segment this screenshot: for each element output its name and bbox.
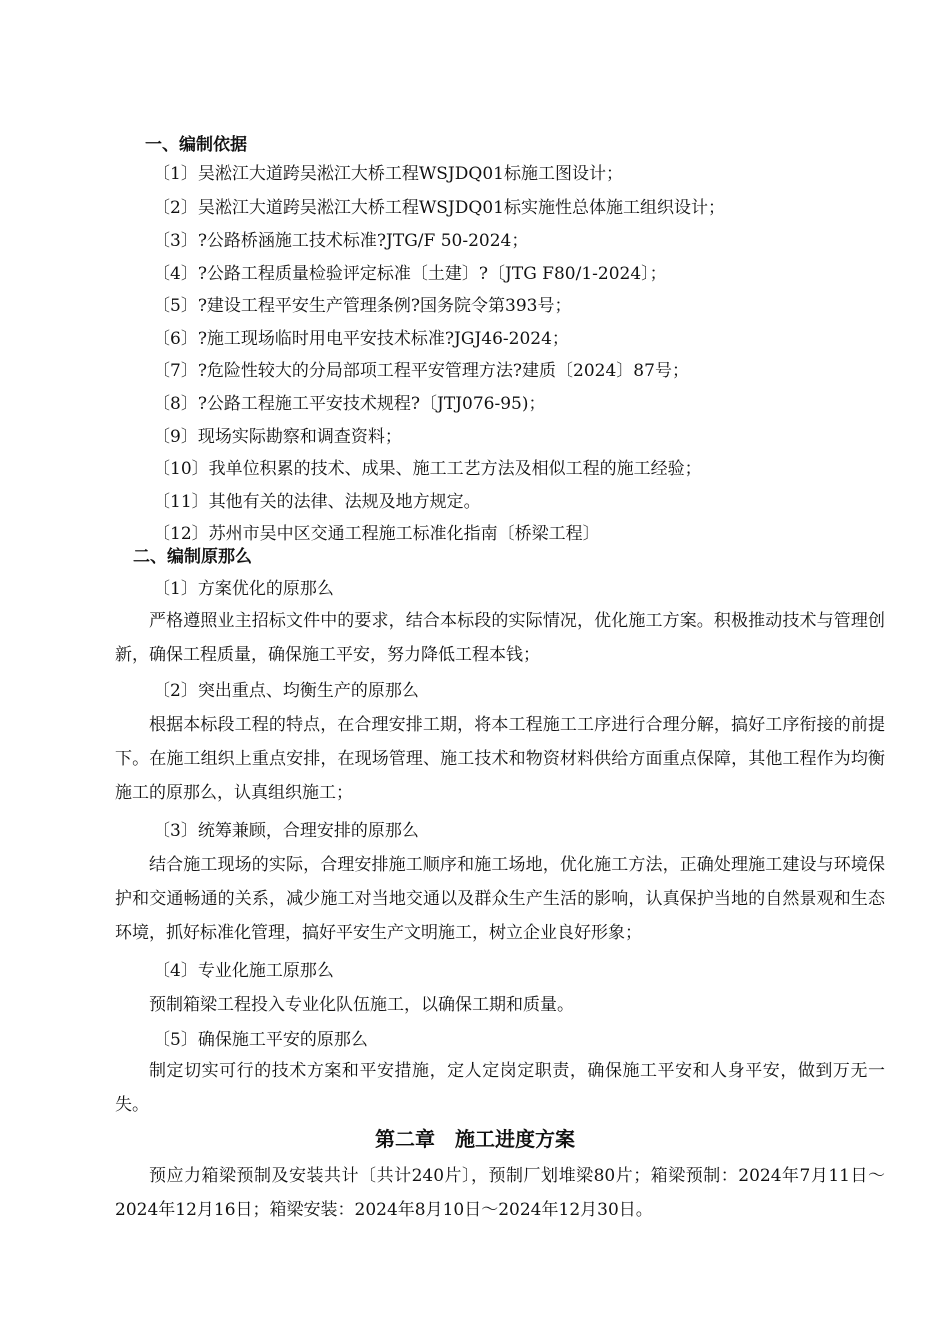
principle-body: 预制箱梁工程投入专业化队伍施工，以确保工期和质量。 (149, 995, 574, 1015)
principle-body: 严格遵照业主招标文件中的要求，结合本标段的实际情况，优化施工方案。积极推动技术与管理创新，确保工程质量，确保施工平安，努力降低工程本钱； (115, 611, 885, 665)
principle-title: 〔1〕方案优化的原那么 (153, 579, 334, 599)
basis-item: 〔3〕?公路桥涵施工技术标准?JTG/F 50-2024； (153, 231, 529, 251)
section-1-heading: 一、编制依据 (145, 135, 247, 155)
section-2-heading: 二、编制原那么 (133, 547, 252, 567)
basis-item: 〔4〕?公路工程质量检验评定标准〔土建〕?〔JTG F80/1-2024〕； (153, 264, 667, 284)
basis-item: 〔7〕?危险性较大的分局部项工程平安管理方法?建质〔2024〕87号； (153, 361, 689, 381)
basis-item: 〔8〕?公路工程施工平安技术规程?〔JTJ076-95)； (153, 394, 546, 414)
basis-item: 〔9〕现场实际勘察和调查资料； (153, 427, 402, 447)
chapter-title: 第二章 施工进度方案 (375, 1127, 575, 1151)
principle-title: 〔4〕专业化施工原那么 (153, 961, 334, 981)
principle-body: 制定切实可行的技术方案和平安措施，定人定岗定职责，确保施工平安和人身平安，做到万无一失。 (115, 1061, 885, 1115)
principle-body: 结合施工现场的实际，合理安排施工顺序和施工场地，优化施工方法，正确处理施工建设与环境保护和交通畅通的关系，减少施工对当地交通以及群众生产生活的影响，认真保护当地的自然景观和生态环境，抓好标准化管理，搞好平安生产文明施工，树立企业良好形象； (115, 855, 885, 943)
principle-body: 根据本标段工程的特点，在合理安排工期，将本工程施工工序进行合理分解，搞好工序衔接的前提下。在施工组织上重点安排，在现场管理、施工技术和物资材料供给方面重点保障，其他工程作为均衡施工的原那么，认真组织施工； (115, 715, 885, 803)
basis-item: 〔12〕苏州市吴中区交通工程施工标准化指南〔桥梁工程〕 (153, 524, 600, 544)
basis-item: 〔1〕吴淞江大道跨吴淞江大桥工程WSJDQ01标施工图设计； (153, 164, 623, 184)
basis-item: 〔10〕我单位积累的技术、成果、施工工艺方法及相似工程的施工经验； (153, 459, 702, 479)
principle-title: 〔3〕统筹兼顾，合理安排的原那么 (153, 821, 419, 841)
basis-item: 〔11〕其他有关的法律、法规及地方规定。 (153, 492, 481, 512)
schedule-body: 预应力箱梁预制及安装共计〔共计240片〕，预制厂划堆梁80片；箱梁预制：2024年7月11日～2024年12月16日；箱梁安装：2024年8月10日～2024年12月30日。 (115, 1166, 885, 1220)
basis-item: 〔2〕吴淞江大道跨吴淞江大桥工程WSJDQ01标实施性总体施工组织设计； (153, 198, 725, 218)
principle-title: 〔2〕突出重点、均衡生产的原那么 (153, 681, 419, 701)
basis-item: 〔5〕?建设工程平安生产管理条例?国务院令第393号； (153, 296, 572, 316)
principle-title: 〔5〕确保施工平安的原那么 (153, 1030, 368, 1050)
basis-item: 〔6〕?施工现场临时用电平安技术标准?JGJ46-2024； (153, 329, 569, 349)
